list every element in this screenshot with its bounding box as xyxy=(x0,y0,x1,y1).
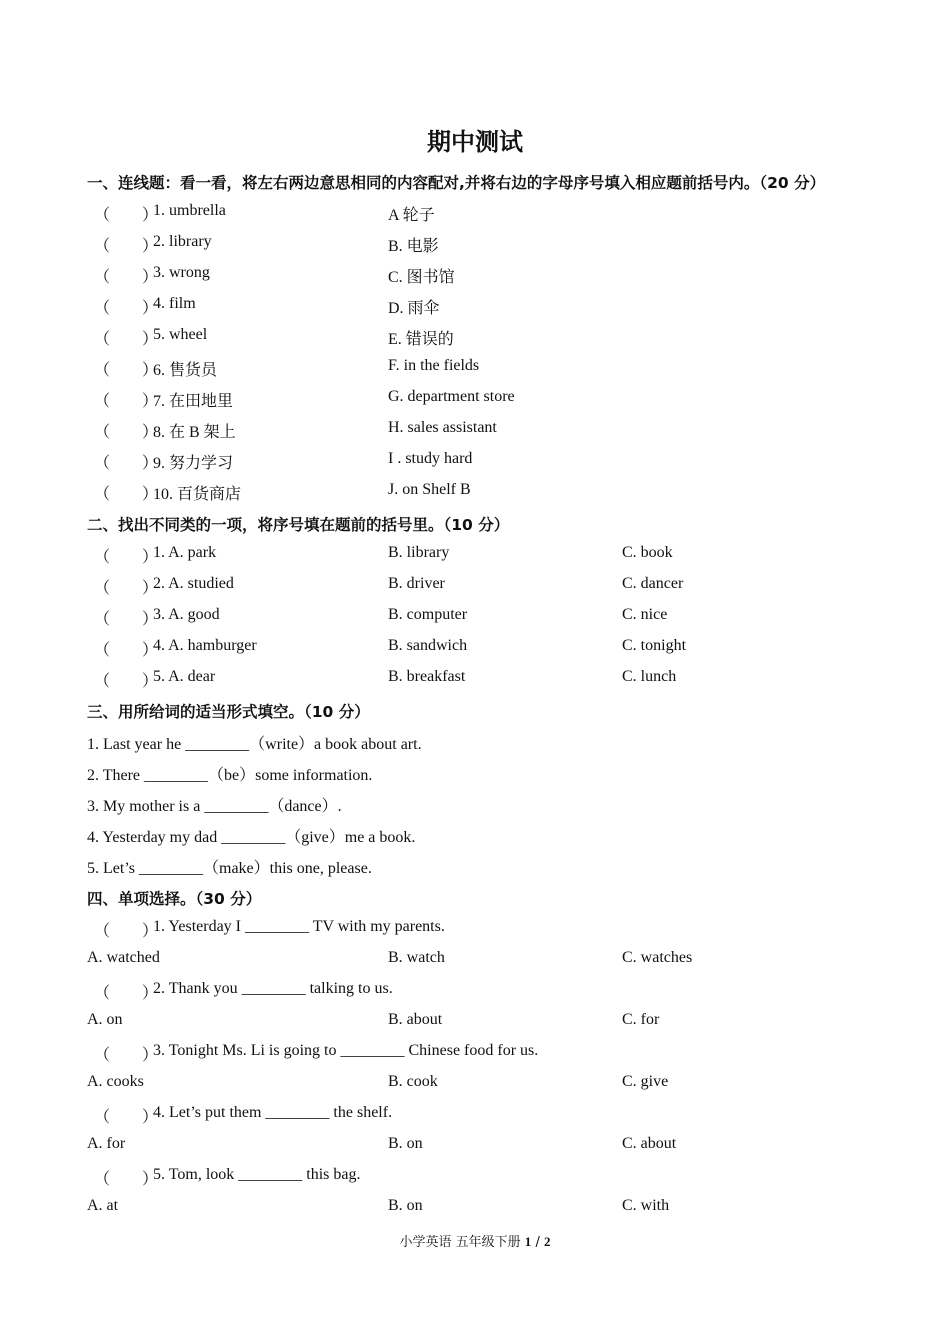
match-right: F. in the fields xyxy=(388,357,480,374)
option-c: C. about xyxy=(622,1135,677,1152)
match-left: 10. 百货商店 xyxy=(153,486,242,503)
answer-bracket[interactable]: （ ） xyxy=(94,642,159,659)
match-row xyxy=(0,264,950,286)
match-left: 3. wrong xyxy=(153,264,210,281)
match-right: A 轮子 xyxy=(388,207,435,224)
answer-bracket[interactable]: （ ） xyxy=(94,549,159,566)
option-b: B. about xyxy=(388,1011,443,1028)
section-3-heading: 三、用所给词的适当形式填空。（10 分） xyxy=(87,703,370,721)
option-a: 2. A. studied xyxy=(153,575,234,592)
fill-blank-text: 1. Last year he ________（write）a book about art. xyxy=(87,736,422,753)
footer-separator: / xyxy=(535,1235,540,1250)
question-text: 4. Let’s put them ________ the shelf. xyxy=(153,1104,393,1121)
match-row xyxy=(0,481,950,503)
option-c: C. give xyxy=(622,1073,669,1090)
answer-bracket[interactable]: （ ） xyxy=(94,611,159,628)
option-c: C. watches xyxy=(622,949,693,966)
fill-blank-item xyxy=(0,731,950,753)
answer-bracket[interactable]: （ ） xyxy=(94,393,159,410)
match-left: 5. wheel xyxy=(153,326,208,343)
section-2-heading: 二、找出不同类的一项，将序号填在题前的括号里。（10 分） xyxy=(87,516,510,534)
question-text: 1. Yesterday I ________ TV with my parents. xyxy=(153,918,445,935)
match-left: 8. 在 B 架上 xyxy=(153,424,236,441)
answer-bracket[interactable]: （ ） xyxy=(94,424,159,441)
match-row xyxy=(0,388,950,410)
question-text: 5. Tom, look ________ this bag. xyxy=(153,1166,361,1183)
match-row xyxy=(0,419,950,441)
fill-blank-item xyxy=(0,793,950,815)
answer-bracket[interactable]: （ ） xyxy=(94,300,159,317)
answer-bracket[interactable]: （ ） xyxy=(94,331,159,348)
answer-bracket[interactable]: （ ） xyxy=(94,1109,159,1126)
options-row xyxy=(0,1073,950,1095)
section-1-heading: 一、连线题：看一看，将左右两边意思相同的内容配对,并将右边的字母序号填入相应题前括号内。（20 分） xyxy=(87,174,826,192)
match-right: C. 图书馆 xyxy=(388,269,455,286)
option-b: B. on xyxy=(388,1135,423,1152)
footer-page-number: 1 xyxy=(524,1234,532,1249)
match-right: J. on Shelf B xyxy=(388,481,471,498)
option-c: C. book xyxy=(622,544,673,561)
fill-blank-text: 2. There ________（be）some information. xyxy=(87,767,373,784)
answer-bracket[interactable]: （ ） xyxy=(94,1047,159,1064)
option-b: B. sandwich xyxy=(388,637,468,654)
answer-bracket[interactable]: （ ） xyxy=(94,207,159,224)
option-c: C. dancer xyxy=(622,575,684,592)
answer-bracket[interactable]: （ ） xyxy=(94,1171,159,1188)
answer-bracket[interactable]: （ ） xyxy=(94,486,159,503)
fill-blank-item xyxy=(0,762,950,784)
match-right: D. 雨伞 xyxy=(388,300,440,317)
option-b: B. cook xyxy=(388,1073,438,1090)
option-b: B. on xyxy=(388,1197,423,1214)
match-right: I . study hard xyxy=(388,450,473,467)
footer-page-total: 2 xyxy=(543,1234,551,1249)
match-right: G. department store xyxy=(388,388,515,405)
match-row xyxy=(0,295,950,317)
option-b: B. driver xyxy=(388,575,445,592)
match-left: 2. library xyxy=(153,233,212,250)
fill-blank-item xyxy=(0,855,950,877)
options-row xyxy=(0,1197,950,1219)
fill-blank-text: 4. Yesterday my dad ________（give）me a book. xyxy=(87,829,416,846)
answer-bracket[interactable]: （ ） xyxy=(94,923,159,940)
answer-bracket[interactable]: （ ） xyxy=(94,269,159,286)
odd-one-out-row xyxy=(0,637,950,659)
question-row xyxy=(0,918,950,940)
fill-blank-text: 3. My mother is a ________（dance）. xyxy=(87,798,342,815)
match-right: H. sales assistant xyxy=(388,419,497,436)
option-b: B. computer xyxy=(388,606,468,623)
match-row xyxy=(0,202,950,224)
answer-bracket[interactable]: （ ） xyxy=(94,673,159,690)
option-c: C. tonight xyxy=(622,637,687,654)
section-4-heading: 四、单项选择。（30 分） xyxy=(87,890,262,908)
options-row xyxy=(0,1135,950,1157)
question-row xyxy=(0,980,950,1002)
option-c: C. with xyxy=(622,1197,670,1214)
match-row xyxy=(0,326,950,348)
fill-blank-item xyxy=(0,824,950,846)
question-row xyxy=(0,1166,950,1188)
match-row xyxy=(0,357,950,379)
footer-subject: 小学英语 五年级下册 xyxy=(399,1235,521,1250)
option-c: C. for xyxy=(622,1011,660,1028)
question-row xyxy=(0,1042,950,1064)
option-a: A. for xyxy=(87,1135,126,1152)
options-row xyxy=(0,1011,950,1033)
option-c: C. lunch xyxy=(622,668,677,685)
page-footer xyxy=(0,1231,950,1250)
answer-bracket[interactable]: （ ） xyxy=(94,238,159,255)
option-a: A. watched xyxy=(87,949,160,966)
answer-bracket[interactable]: （ ） xyxy=(94,985,159,1002)
answer-bracket[interactable]: （ ） xyxy=(94,580,159,597)
option-a: A. on xyxy=(87,1011,123,1028)
fill-blank-text: 5. Let’s ________（make）this one, please. xyxy=(87,860,372,877)
match-row xyxy=(0,450,950,472)
match-left: 1. umbrella xyxy=(153,202,226,219)
page-title: 期中测试 xyxy=(427,128,523,156)
option-b: B. watch xyxy=(388,949,445,966)
match-right: E. 错误的 xyxy=(388,331,454,348)
match-left: 4. film xyxy=(153,295,196,312)
option-a: A. at xyxy=(87,1197,119,1214)
option-c: C. nice xyxy=(622,606,668,623)
option-a: A. cooks xyxy=(87,1073,144,1090)
option-a: 3. A. good xyxy=(153,606,220,623)
odd-one-out-row xyxy=(0,668,950,690)
answer-bracket[interactable]: （ ） xyxy=(94,362,159,379)
match-left: 9. 努力学习 xyxy=(153,455,234,472)
options-row xyxy=(0,949,950,971)
question-text: 3. Tonight Ms. Li is going to ________ Chinese food for us. xyxy=(153,1042,539,1059)
question-row xyxy=(0,1104,950,1126)
match-left: 7. 在田地里 xyxy=(153,393,234,410)
odd-one-out-row xyxy=(0,544,950,566)
match-right: B. 电影 xyxy=(388,238,439,255)
answer-bracket[interactable]: （ ） xyxy=(94,455,159,472)
option-b: B. breakfast xyxy=(388,668,466,685)
odd-one-out-row xyxy=(0,606,950,628)
option-a: 4. A. hamburger xyxy=(153,637,257,654)
option-b: B. library xyxy=(388,544,450,561)
match-left: 6. 售货员 xyxy=(153,362,218,379)
option-a: 5. A. dear xyxy=(153,668,216,685)
match-row xyxy=(0,233,950,255)
option-a: 1. A. park xyxy=(153,544,217,561)
question-text: 2. Thank you ________ talking to us. xyxy=(153,980,393,997)
odd-one-out-row xyxy=(0,575,950,597)
